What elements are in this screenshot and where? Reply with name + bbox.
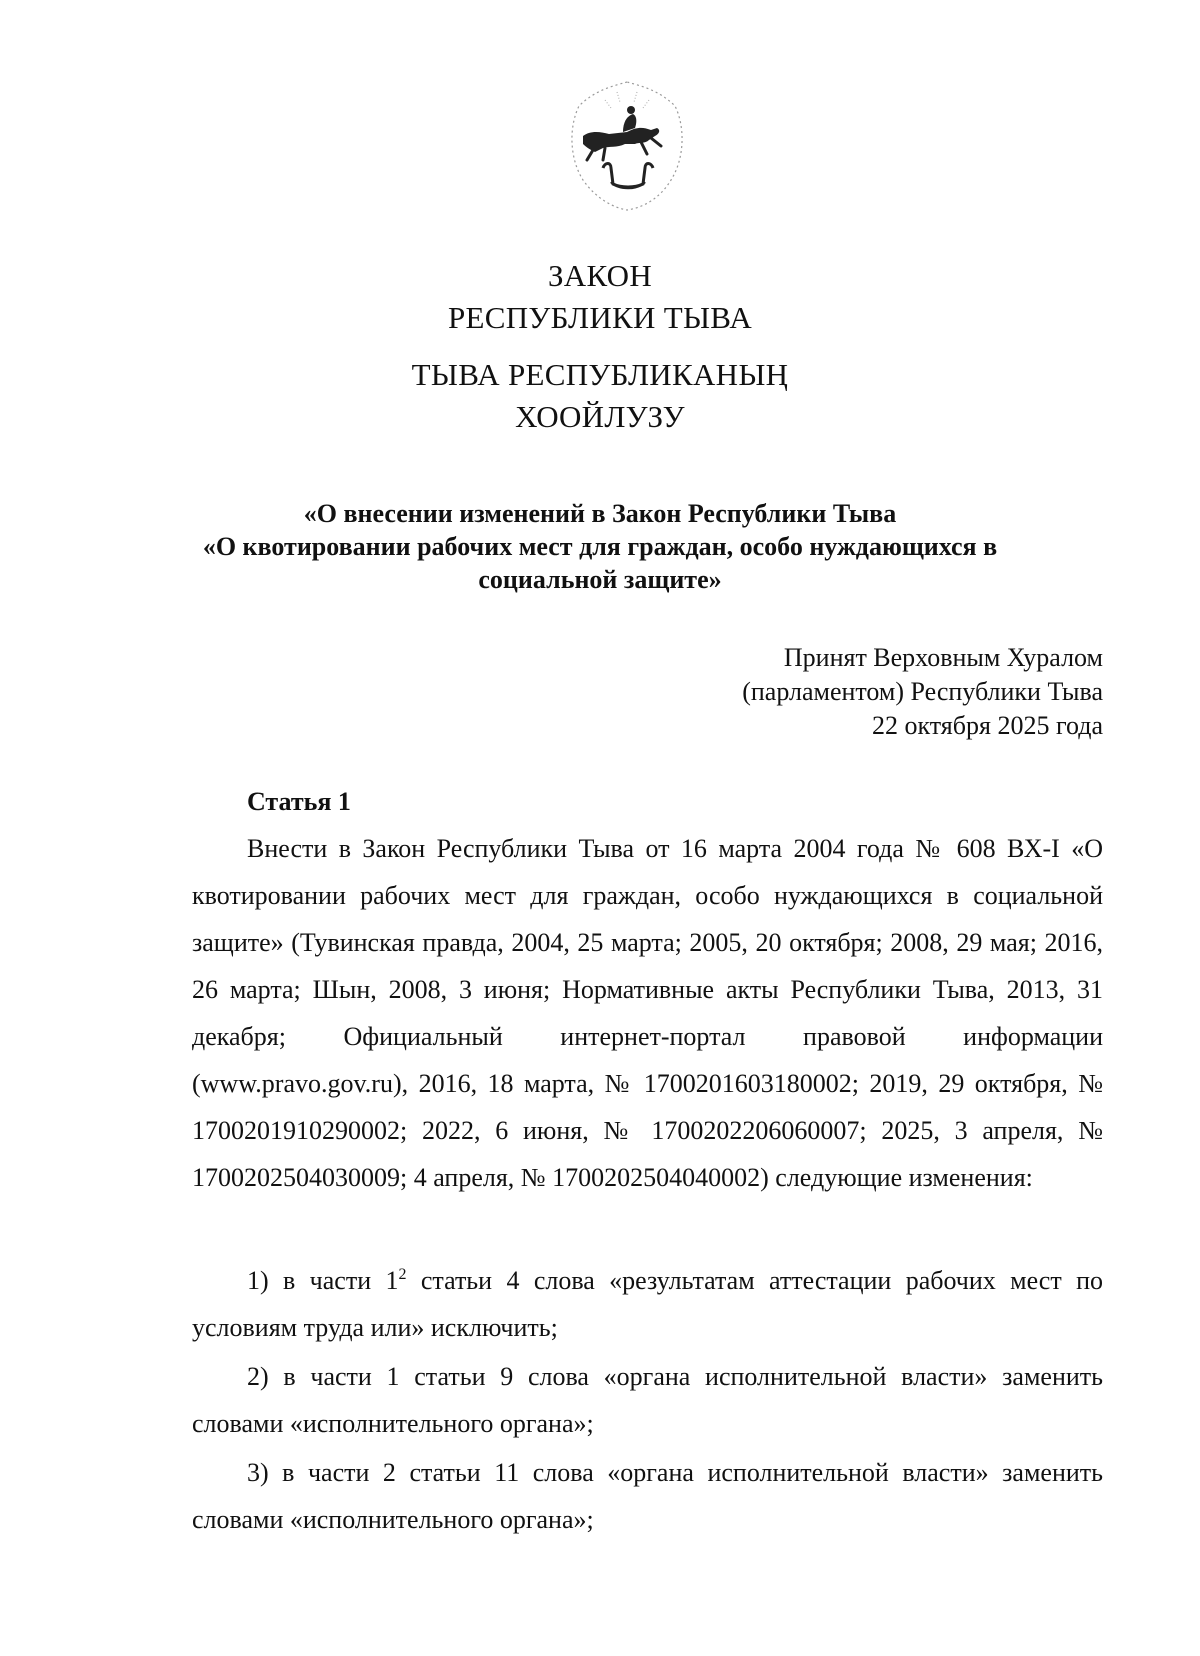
article-item-3: 3) в части 2 статьи 11 слова «органа исполнительной власти» заменить словами «исполнительного органа»; [192,1458,1103,1534]
adoption-line: Принят Верховным Хуралом [783,643,1103,672]
item-text: статьи 4 слова «результатам аттестации рабочих мест по условиям труда или» исключить; [192,1266,1103,1342]
law-name [180,497,1020,596]
article-item-2: 2) в части 1 статьи 9 слова «органа исполнительной власти» заменить словами «исполнительного органа»; [192,1362,1103,1438]
law-name-line: «О внесении изменений в Закон Республики Тыва [303,499,897,528]
adoption-date: 22 октября 2025 года [872,711,1103,740]
adoption-line: (парламентом) Республики Тыва [742,677,1103,706]
law-title-line: ЗАКОН [547,258,653,293]
article-intro-paragraph: Внести в Закон Республики Тыва от 16 марта 2004 года № 608 ВХ-I «О квотировании рабочих мест для граждан, особо нуждающихся в социальной защите» (Тувинская правда, 2004, 25 марта; 2005, 20 октября; 2008, 29 мая; 2016, 26 марта; Шын, 2008, 3 июня; Нормативные акты Республики Тыва, 2013, 31 декабря; Официальный интернет-портал правовой информации (www.pravo.gov.ru), 2016, 18 марта, № 1700201603180002; 2019, 29 октября, № 1700201910290002; 2022, 6 июня, № 1700202206060007; 2025, 3 апреля, № 1700202504030009; 4 апреля, № 1700202504040002) следующие изменения: [192,834,1103,1192]
coat-of-arms-emblem [565,78,690,213]
article-item-1 [192,1257,1103,1351]
adoption-note [742,641,1103,743]
law-title-line: ХООЙЛУЗУ [515,399,685,434]
law-title-tuvan [0,354,1200,438]
law-name-line: «О квотировании рабочих мест для граждан, особо нуждающихся в [202,532,998,561]
superscript: 2 [398,1266,407,1283]
law-title-russian [0,255,1200,339]
item-text: 1) в части 1 [247,1266,399,1295]
article-heading: Статья 1 [247,787,351,816]
law-title-line: ТЫВА РЕСПУБЛИКАНЫҢ [411,357,789,392]
law-title-line: РЕСПУБЛИКИ ТЫВА [447,300,753,335]
law-name-line: социальной защите» [478,565,722,594]
